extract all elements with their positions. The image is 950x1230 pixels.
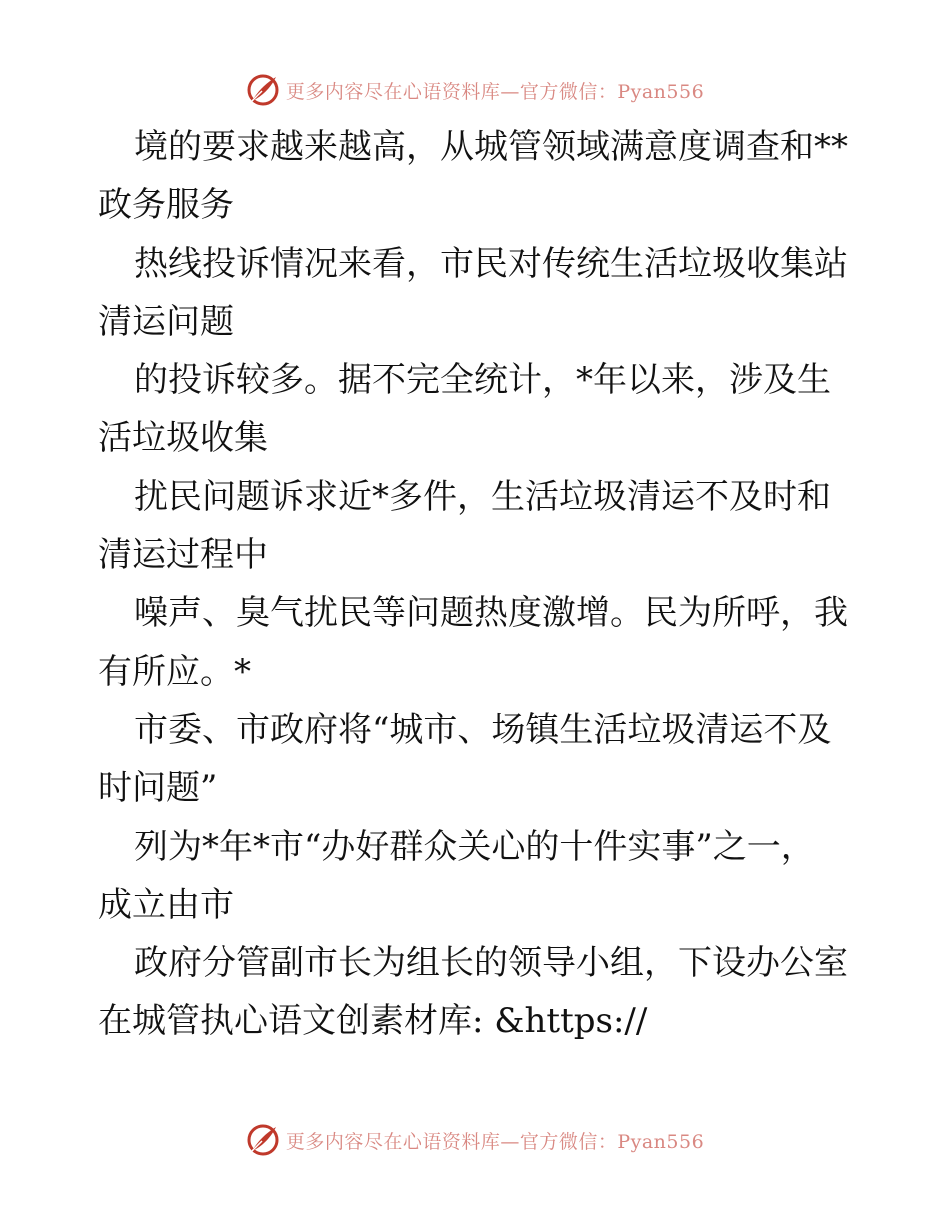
body-line: 清运过程中 <box>98 535 268 576</box>
body-line: 有所应。* <box>98 651 251 692</box>
body-line: 活垃圾收集 <box>98 418 268 459</box>
body-line: 境的要求越来越高，从城管领域满意度调查和** <box>134 127 848 167</box>
body-line: 的投诉较多。据不完全统计，*年以来，涉及生 <box>134 360 831 401</box>
body-line: 市委、市政府将“城市、场镇生活垃圾清运不及 <box>134 709 832 750</box>
header-banner-text: 更多内容尽在心语资料库—官方微信：Pyan556 <box>285 80 705 103</box>
body-line: 列为*年*市“办好群众关心的十件实事”之一， <box>134 826 815 867</box>
body-line: 噪声、臭气扰民等问题热度激增。民为所呼，我 <box>134 593 848 634</box>
body-line: 扰民问题诉求近*多件，生活垃圾清运不及时和 <box>134 476 831 517</box>
feather-pen-logo-icon <box>246 73 280 107</box>
footer-banner <box>0 1120 950 1160</box>
body-line: 清运问题 <box>98 301 234 342</box>
body-line: 在城管执心语文创素材库: &https:// <box>98 1001 648 1042</box>
body-line: 政务服务 <box>98 185 234 226</box>
document-body <box>98 118 858 1051</box>
header-banner <box>0 70 950 110</box>
body-line: 热线投诉情况来看，市民对传统生活垃圾收集站 <box>134 243 848 284</box>
feather-pen-logo-icon <box>246 1123 280 1157</box>
body-line: 成立由市 <box>98 884 234 925</box>
body-line: 时问题” <box>98 768 218 809</box>
footer-banner-text: 更多内容尽在心语资料库—官方微信：Pyan556 <box>285 1130 705 1153</box>
body-line: 政府分管副市长为组长的领导小组，下设办公室 <box>134 943 848 984</box>
